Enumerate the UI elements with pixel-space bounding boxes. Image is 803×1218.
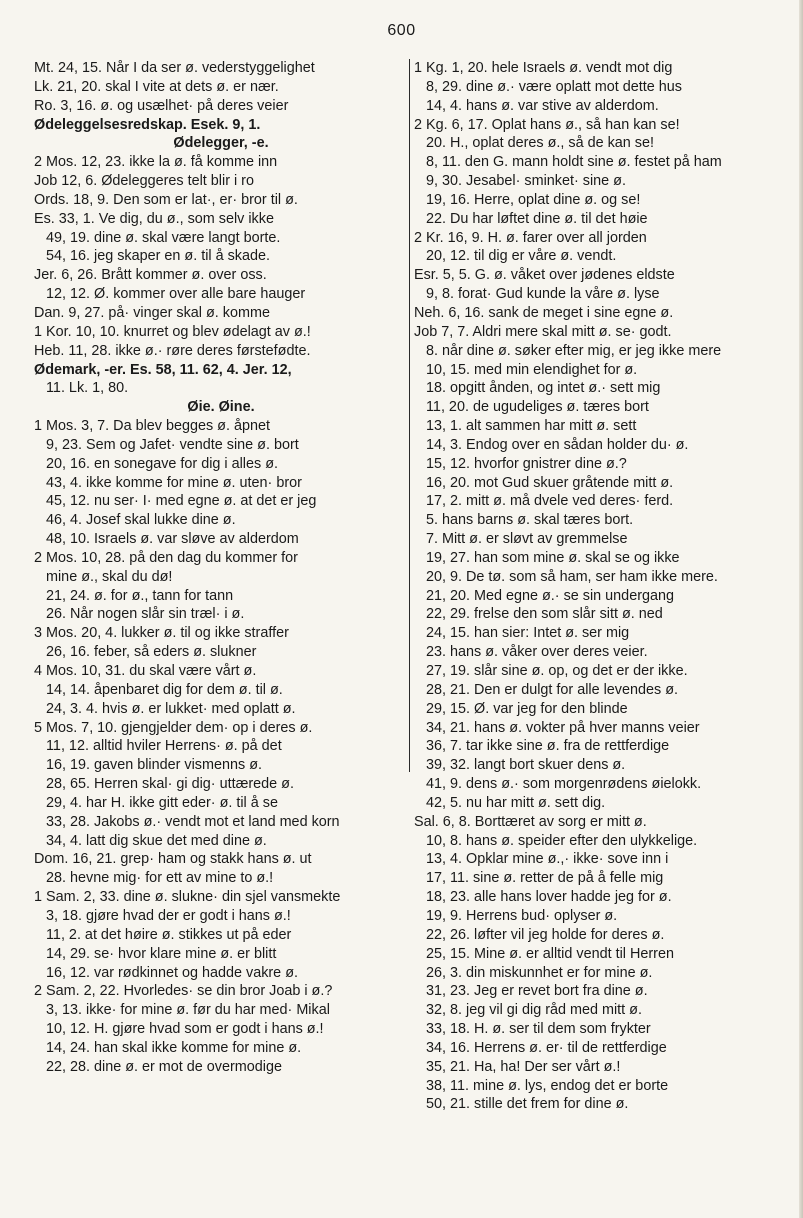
index-entry: 11, 12. alltid hviler Herrens· ø. på det <box>46 738 282 755</box>
index-entry: 49, 19. dine ø. skal være langt borte. <box>46 229 281 246</box>
index-entry: 19, 27. han som mine ø. skal se og ikke <box>426 549 680 566</box>
right-column <box>414 59 798 1114</box>
index-entry: Lk. 21, 20. skal I vite at dets ø. er nær. <box>34 78 279 95</box>
index-entry: 43, 4. ikke komme for mine ø. uten· bror <box>46 474 302 491</box>
index-entry: 14, 14. åpenbaret dig for dem ø. til ø. <box>46 681 283 698</box>
index-entry: Ro. 3, 16. ø. og usælhet· på deres veier <box>34 97 289 114</box>
index-entry: 21, 24. ø. for ø., tann for tann <box>46 587 234 604</box>
index-entry: 16, 19. gaven blinder vismenns ø. <box>46 757 262 774</box>
index-entry: 9, 8. forat· Gud kunde la våre ø. lyse <box>426 286 660 303</box>
index-heading: Ødelegger, -e. <box>173 135 269 152</box>
index-entry: 29, 15. Ø. var jeg for den blinde <box>426 700 628 717</box>
index-entry: 22, 28. dine ø. er mot de overmodige <box>46 1058 282 1075</box>
index-entry: 16, 12. var rødkinnet og hadde vakre ø. <box>46 964 298 981</box>
index-entry: 34, 4. latt dig skue det med dine ø. <box>46 832 267 849</box>
index-entry: 23. hans ø. våker over deres veier. <box>426 644 648 661</box>
index-entry: 4 Mos. 10, 31. du skal være vårt ø. <box>34 663 257 679</box>
index-entry: Dom. 16, 21. grep· ham og stakk hans ø. ut <box>34 851 312 868</box>
left-column <box>34 59 408 1077</box>
index-entry: 2 Kr. 16, 9. H. ø. farer over all jorden <box>414 229 647 246</box>
index-entry: 2 Sam. 2, 22. Hvorledes· se din bror Joab i ø.? <box>34 983 333 1000</box>
index-entry: Esr. 5, 5. G. ø. våket over jødenes eldste <box>414 267 675 284</box>
index-entry: 35, 21. Ha, ha! Der ser vårt ø.! <box>426 1058 621 1075</box>
index-entry: 45, 12. nu ser· I· med egne ø. at det er jeg <box>46 493 317 510</box>
index-entry: mine ø., skal du dø! <box>46 568 173 585</box>
index-entry: 2 Mos. 10, 28. på den dag du kommer for <box>34 549 298 566</box>
index-entry: 18, 23. alle hans lover hadde jeg for ø. <box>426 889 672 906</box>
index-entry: 22, 29. frelse den som slår sitt ø. ned <box>426 606 663 623</box>
index-entry: 20, 16. en sonegave for dig i alles ø. <box>46 455 278 472</box>
index-entry: 19, 9. Herrens bud· oplyser ø. <box>426 907 618 924</box>
index-entry: 39, 32. langt bort skuer dens ø. <box>426 757 626 774</box>
index-entry: 5. hans barns ø. skal tæres bort. <box>426 512 634 529</box>
index-entry: Sal. 6, 8. Borttæret av sorg er mitt ø. <box>414 813 647 830</box>
index-entry: 32, 8. jeg vil gi dig råd med mitt ø. <box>426 1002 642 1019</box>
index-entry: 8, 29. dine ø.· være oplatt mot dette hus <box>426 78 682 95</box>
index-entry: 12, 12. Ø. kommer over alle bare hauger <box>46 286 306 303</box>
index-entry: 1 Sam. 2, 33. dine ø. slukne· din sjel vansmekte <box>34 889 341 906</box>
index-entry: Ødeleggelsesredskap. Esek. 9, 1. <box>34 116 261 133</box>
index-entry: 3 Mos. 20, 4. lukker ø. til og ikke straffer <box>34 625 289 642</box>
index-heading: Øie. Øine. <box>187 399 255 416</box>
index-entry: 46, 4. Josef skal lukke dine ø. <box>46 512 236 529</box>
index-entry: 21, 20. Med egne ø.· se sin undergang <box>426 587 674 604</box>
index-entry: 17, 2. mitt ø. må dvele ved deres· ferd. <box>426 493 674 510</box>
index-entry: 38, 11. mine ø. lys, endog det er borte <box>426 1077 669 1094</box>
page-number: 600 <box>387 22 416 39</box>
index-entry: 10, 8. hans ø. speider efter den ulykkelige. <box>426 832 698 849</box>
index-entry: 29, 4. har H. ikke gitt eder· ø. til å se <box>46 794 278 811</box>
index-entry: 17, 11. sine ø. retter de på å felle mig <box>426 870 664 887</box>
index-entry: 14, 4. hans ø. var stive av alderdom. <box>426 97 659 114</box>
index-entry: 11, 2. at det høire ø. stikkes ut på eder <box>46 926 292 943</box>
index-entry: 28, 21. Den er dulgt for alle levendes ø. <box>426 681 678 698</box>
index-entry: 36, 7. tar ikke sine ø. fra de rettferdige <box>426 738 670 755</box>
index-entry: 20. H., oplat deres ø., så de kan se! <box>426 135 654 152</box>
index-entry: 27, 19. slår sine ø. op, og det er der ikke. <box>426 663 688 679</box>
index-entry: Dan. 9, 27. på· vinger skal ø. komme <box>34 304 270 321</box>
index-entry: Es. 33, 1. Ve dig, du ø., som selv ikke <box>34 210 274 227</box>
index-entry: Ødemark, -er. Es. 58, 11. 62, 4. Jer. 12, <box>34 361 292 378</box>
index-entry: 50, 21. stille det frem for dine ø. <box>426 1096 629 1113</box>
index-entry: 28. hevne mig· for ett av mine to ø.! <box>46 870 274 887</box>
index-entry: 14, 24. han skal ikke komme for mine ø. <box>46 1039 302 1056</box>
index-entry: 1 Kg. 1, 20. hele Israels ø. vendt mot dig <box>414 60 673 76</box>
index-entry: 34, 16. Herrens ø. er· til de rettferdige <box>426 1039 667 1056</box>
index-entry: 22, 26. løfter vil jeg holde for deres ø. <box>426 926 665 943</box>
index-entry: 9, 30. Jesabel· sminket· sine ø. <box>426 173 626 190</box>
index-entry: 33, 28. Jakobs ø.· vendt mot et land med korn <box>46 813 340 830</box>
index-entry: 14, 29. se· hvor klare mine ø. er blitt <box>46 945 277 962</box>
index-entry: 22. Du har løftet dine ø. til det høie <box>426 210 648 227</box>
index-entry: 31, 23. Jeg er revet bort fra dine ø. <box>426 983 648 1000</box>
index-entry: 25, 15. Mine ø. er alltid vendt til Herren <box>426 945 674 962</box>
index-entry: 20, 12. til dig er våre ø. vendt. <box>426 248 617 265</box>
index-entry: 24, 3. 4. hvis ø. er lukket· med oplatt ø. <box>46 700 296 717</box>
index-entry: 33, 18. H. ø. ser til dem som frykter <box>426 1021 651 1038</box>
index-entry: 7. Mitt ø. er sløvt av gremmelse <box>426 531 628 548</box>
index-entry: 54, 16. jeg skaper en ø. til å skade. <box>46 248 270 265</box>
index-entry: 15, 12. hvorfor gnistrer dine ø.? <box>426 455 627 472</box>
index-entry: Heb. 11, 28. ikke ø.· røre deres førstefødte. <box>34 342 311 359</box>
index-entry: 1 Kor. 10, 10. knurret og blev ødelagt av ø.! <box>34 323 311 340</box>
index-entry: 3, 18. gjøre hvad der er godt i hans ø.! <box>46 907 291 924</box>
index-entry: 11, 20. de ugudeliges ø. tæres bort <box>426 399 649 416</box>
index-entry: 26, 16. feber, så eders ø. slukner <box>46 644 257 661</box>
index-entry: 10, 12. H. gjøre hvad som er godt i hans ø.! <box>46 1021 324 1038</box>
index-entry: 13, 4. Opklar mine ø.,· ikke· sove inn i <box>426 851 669 868</box>
index-entry: 8, 11. den G. mann holdt sine ø. festet på ham <box>426 154 722 171</box>
index-entry: 26. Når nogen slår sin træl· i ø. <box>46 606 245 623</box>
index-entry: 2 Mos. 12, 23. ikke la ø. få komme inn <box>34 154 278 171</box>
index-entry: Ords. 18, 9. Den som er lat·, er· bror til ø. <box>34 191 298 208</box>
index-entry: 28, 65. Herren skal· gi dig· uttærede ø. <box>46 776 294 793</box>
index-entry: 11. Lk. 1, 80. <box>46 380 129 397</box>
index-entry: 8. når dine ø. søker efter mig, er jeg ikke mere <box>426 342 722 359</box>
index-entry: 10, 15. med min elendighet for ø. <box>426 361 638 378</box>
index-entry: Job 12, 6. Ødeleggeres telt blir i ro <box>34 173 254 190</box>
index-entry: 3, 13. ikke· for mine ø. før du har med· Mikal <box>46 1002 330 1019</box>
index-entry: 24, 15. han sier: Intet ø. ser mig <box>426 625 630 642</box>
index-entry: 16, 20. mot Gud skuer gråtende mitt ø. <box>426 474 674 491</box>
index-entry: 20, 9. De tø. som så ham, ser ham ikke mere. <box>426 568 718 585</box>
index-entry: Job 7, 7. Aldri mere skal mitt ø. se· godt. <box>414 323 672 340</box>
index-entry: 48, 10. Israels ø. var sløve av alderdom <box>46 531 299 548</box>
page-edge <box>799 0 803 1218</box>
index-entry: Neh. 6, 16. sank de meget i sine egne ø. <box>414 304 674 321</box>
index-entry: 18. opgitt ånden, og intet ø.· sett mig <box>426 380 661 397</box>
index-entry: 19, 16. Herre, oplat dine ø. og se! <box>426 191 641 208</box>
index-entry: 9, 23. Sem og Jafet· vendte sine ø. bort <box>46 436 299 453</box>
index-entry: 42, 5. nu har mitt ø. sett dig. <box>426 794 606 811</box>
index-entry: 14, 3. Endog over en sådan holder du· ø. <box>426 436 689 453</box>
index-entry: 34, 21. hans ø. vokter på hver manns veier <box>426 719 700 736</box>
index-entry: Mt. 24, 15. Når I da ser ø. vederstyggelighet <box>34 60 315 76</box>
index-entry: 41, 9. dens ø.· som morgenrødens øielokk. <box>426 776 702 793</box>
index-entry: Jer. 6, 26. Brått kommer ø. over oss. <box>34 267 267 284</box>
index-entry: 5 Mos. 7, 10. gjengjelder dem· op i deres ø. <box>34 719 313 736</box>
index-entry: 26, 3. din miskunnhet er for mine ø. <box>426 964 653 981</box>
column-divider <box>409 59 410 772</box>
index-entry: 13, 1. alt sammen har mitt ø. sett <box>426 418 637 435</box>
index-entry: 1 Mos. 3, 7. Da blev begges ø. åpnet <box>34 418 270 435</box>
index-entry: 2 Kg. 6, 17. Oplat hans ø., så han kan se! <box>414 116 680 133</box>
